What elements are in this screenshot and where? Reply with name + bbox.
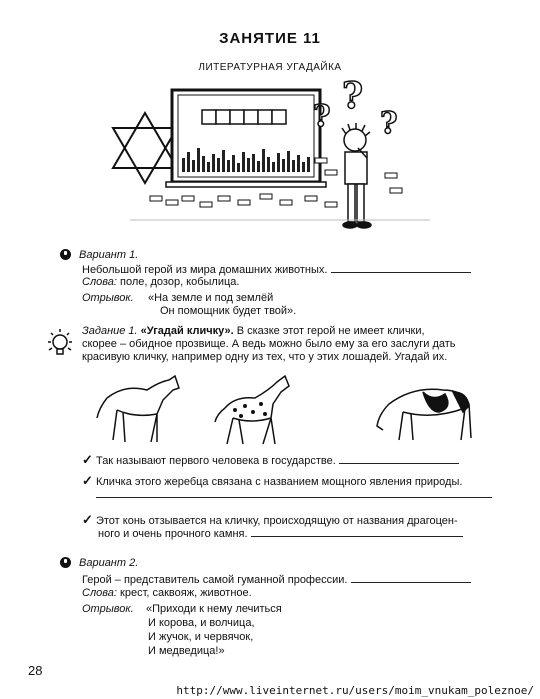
answer-line[interactable] — [96, 497, 492, 498]
variant1-excerpt-line-1: «На земле и под землёй — [148, 292, 274, 304]
answer-line[interactable] — [251, 526, 463, 537]
footer-url[interactable]: http://www.liveinternet.ru/users/moim_vnukam_poleznoe/ — [176, 684, 534, 697]
variant2-prompt: Герой – представитель самой гуманной профессии. — [82, 574, 348, 586]
task1-text-2: скорее – обидное прозвище. А ведь можно было ему за его заслуги дать — [82, 338, 456, 350]
horse-2 — [215, 376, 289, 444]
answer-line[interactable] — [351, 572, 471, 583]
checkmark-icon: ✓ — [82, 452, 93, 467]
variant2-excerpt-line-3: И жучок, и червячок, — [148, 631, 254, 643]
answer-line[interactable] — [331, 262, 471, 273]
variant2-heading: Вариант 2. — [60, 557, 138, 570]
check-item-2 — [82, 474, 502, 489]
variant-bullet-icon — [60, 557, 71, 568]
check-1-text: Так называют первого человека в государстве. — [95, 455, 336, 467]
check-item-1 — [82, 453, 502, 468]
variant1-words: поле, дозор, кобылица. — [120, 276, 240, 288]
horse-3 — [377, 389, 471, 440]
task1-name: «Угадай кличку». — [140, 325, 234, 337]
variant1-prompt: Небольшой герой из мира домашних животных. — [82, 264, 328, 276]
lightbulb-icon — [44, 328, 76, 360]
horse-1 — [97, 376, 179, 442]
variant2-words-label: Слова: — [82, 587, 117, 599]
variant2-excerpt-line-1: «Приходи к нему лечиться — [146, 603, 282, 615]
variant1-prompt-row — [82, 262, 492, 277]
task1-text-1: В сказке этот герой не имеет клички, — [236, 325, 425, 337]
check-item-3-cont — [98, 526, 498, 541]
variant1-heading: Вариант 1. — [60, 249, 138, 262]
task1-text-3: красивую кличку, например одну из тех, что у этих лошадей. Угадай их. — [82, 351, 448, 363]
variant2-words-row — [82, 587, 252, 600]
variant2-excerpt-line-2: И корова, и волчица, — [148, 617, 255, 629]
answer-line[interactable] — [339, 453, 459, 464]
variant2-excerpt-line-4: И медведица!» — [148, 645, 225, 657]
variant2-words: крест, саквояж, животное. — [120, 587, 252, 599]
blackboard-illustration — [110, 78, 430, 243]
variant1-excerpt-line-2: Он помощник будет твой». — [160, 305, 297, 317]
svg-text:?: ? — [313, 99, 331, 134]
task1-line-1 — [82, 325, 502, 338]
variant-bullet-icon — [60, 249, 71, 260]
page-subtitle: ЛИТЕРАТУРНАЯ УГАДАЙКА — [198, 62, 342, 73]
variant1-excerpt-label: Отрывок. — [82, 292, 134, 304]
svg-text:?: ? — [342, 78, 364, 117]
checkmark-icon: ✓ — [82, 473, 93, 488]
check-2-text: Кличка этого жеребца связана с названием мощного явления природы. — [95, 476, 463, 488]
variant2-excerpt-label: Отрывок. — [82, 603, 134, 615]
variant1-words-label: Слова: — [82, 276, 117, 288]
check-3-text-1: Этот конь отзывается на кличку, происходящую от названия драгоцен- — [95, 515, 458, 527]
page-number: 28 — [28, 663, 43, 678]
check-3-text-2: ного и очень прочного камня. — [98, 528, 248, 540]
star-icon — [113, 113, 177, 183]
variant2-prompt-row — [82, 572, 492, 587]
checkmark-icon: ✓ — [82, 512, 93, 527]
task1-label: Задание 1. — [82, 325, 138, 337]
svg-text:?: ? — [380, 106, 398, 141]
horses-illustration — [95, 368, 495, 450]
page-title: ЗАНЯТИЕ 11 — [219, 30, 321, 47]
variant1-words-row — [82, 276, 239, 289]
